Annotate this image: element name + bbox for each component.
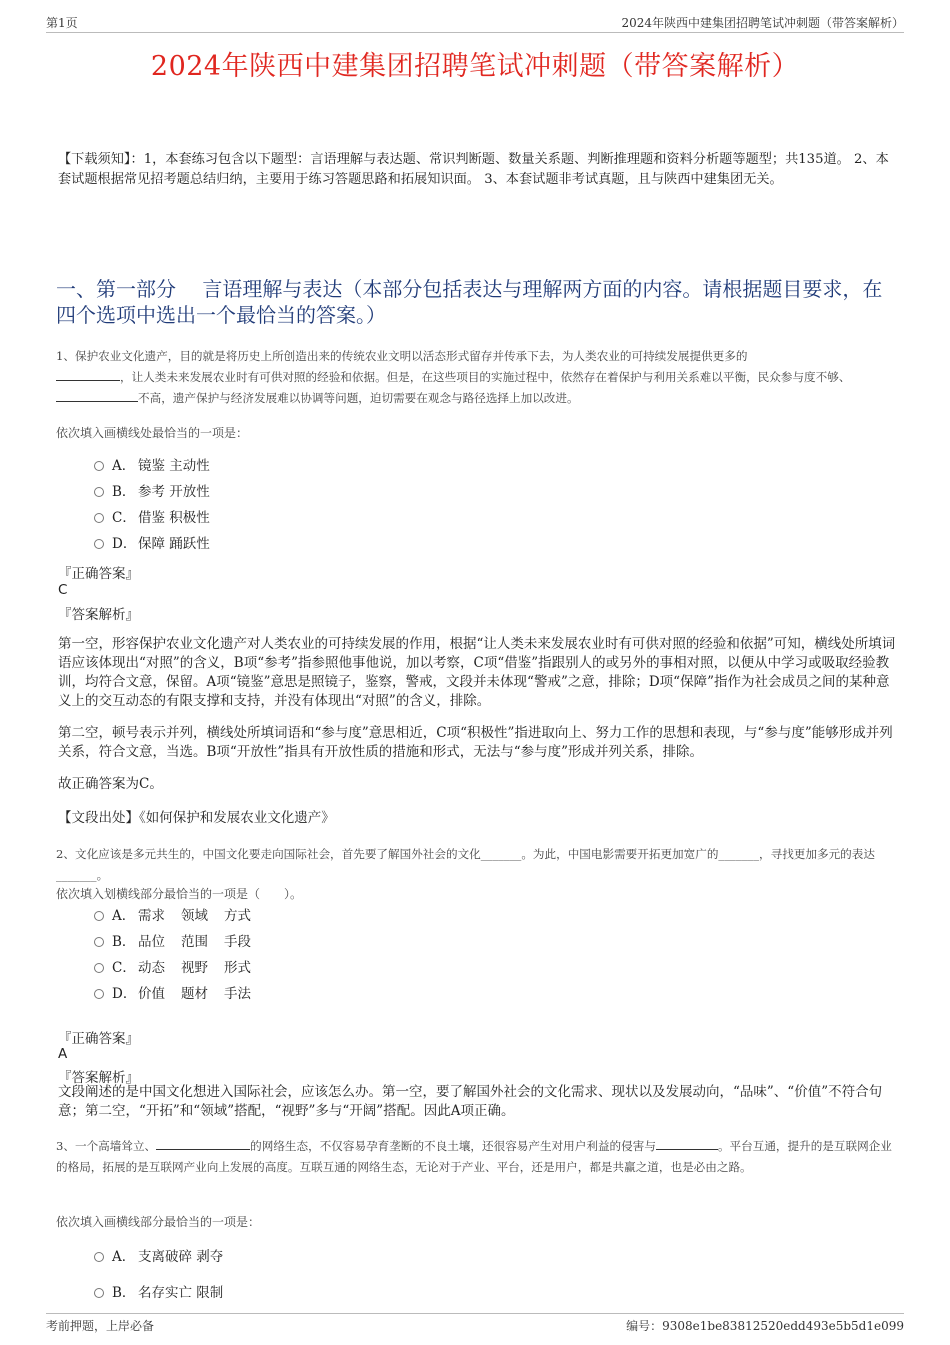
q2-answer: A bbox=[58, 1046, 68, 1062]
q2-correct-answer-label: 『正确答案』 bbox=[58, 1031, 139, 1047]
q3-options bbox=[94, 1244, 223, 1306]
section-heading: 一、第一部分 言语理解与表达（本部分包括表达与理解两方面的内容。请根据题目要求，在四个选项中选出一个最恰当的答案。） bbox=[56, 277, 883, 327]
q2-instruction: 依次填入划横线部分最恰当的一项是（ ）。 bbox=[56, 887, 303, 901]
q2-option-c[interactable]: C． 动态 视野 形式 bbox=[94, 955, 251, 981]
q1-analysis-para-1: 第一空，形容保护农业文化遗产对人类农业的可持续发展的作用，根据“让人类未来发展农业时有可供对照的经验和依据”可知，横线处所填词语应该体现出“对照”的含义，B项“参考”指参照他事他说，加以考察，C项“借鉴”指跟别人的或另外的事相对照，以便从中学习或吸取经验教训，均符合文意，保留。A项“镜鉴”意思是照镜子，鉴察，警戒，文段并未体现“警戒”之意，排除；D项“保障”指作为社会成员之间的某种意义上的交互动态的有限支撑和支持，并没有体现出“对照”的含义，排除。 bbox=[58, 636, 896, 709]
q1-blank-1 bbox=[56, 367, 120, 381]
radio-icon[interactable] bbox=[94, 963, 104, 973]
question-1-stem bbox=[56, 346, 902, 409]
q2-option-b[interactable]: B． 品位 范围 手段 bbox=[94, 929, 251, 955]
radio-icon[interactable] bbox=[94, 911, 104, 921]
radio-icon[interactable] bbox=[94, 513, 104, 523]
q3-blank-1 bbox=[156, 1136, 250, 1150]
q1-answer: C bbox=[58, 582, 68, 598]
footer-code: 编号：9308e1be83812520edd493e5b5d1e099 bbox=[626, 1319, 904, 1333]
q1-source: 【文段出处】《如何保护和发展农业文化遗产》 bbox=[58, 810, 335, 826]
question-3-stem bbox=[56, 1136, 902, 1178]
question-2-stem: 2、文化应该是多元共生的，中国文化要走向国际社会，首先要了解国外社会的文化_______。为此，中国电影需要开拓更加宽广的_______，寻找更加多元的表达_______。 bbox=[56, 847, 875, 882]
q3-option-a[interactable]: A． 支离破碎 剥夺 bbox=[94, 1244, 223, 1280]
footer-slogan: 考前押题，上岸必备 bbox=[46, 1319, 155, 1333]
document-title: 2024年陕西中建集团招聘笔试冲刺题（带答案解析） bbox=[150, 51, 800, 82]
q1-analysis-para-3: 故正确答案为C。 bbox=[58, 776, 163, 792]
header-doc-title: 2024年陕西中建集团招聘笔试冲刺题（带答案解析） bbox=[621, 16, 904, 30]
q1-option-a[interactable]: A． 镜鉴 主动性 bbox=[94, 453, 210, 479]
q1-instruction: 依次填入画横线处最恰当的一项是： bbox=[56, 426, 249, 440]
page-footer bbox=[46, 1313, 904, 1334]
q1-option-b[interactable]: B． 参考 开放性 bbox=[94, 479, 210, 505]
page-header bbox=[46, 14, 904, 33]
q2-options bbox=[94, 903, 251, 1007]
q2-analysis-label: 『答案解析』 bbox=[58, 1070, 139, 1086]
radio-icon[interactable] bbox=[94, 989, 104, 999]
q1-blank-2 bbox=[56, 388, 138, 402]
q3-text-part2: 的网络生态，不仅容易孕育垄断的不良土壤，还很容易产生对用户利益的侵害与 bbox=[250, 1139, 656, 1153]
q2-option-a[interactable]: A． 需求 领域 方式 bbox=[94, 903, 251, 929]
q1-text-part1: 1、保护农业文化遗产，目的就是将历史上所创造出来的传统农业文明以活态形式留存并传承下去，为人类农业的可持续发展提供更多的 bbox=[56, 349, 748, 363]
q2-option-d[interactable]: D． 价值 题材 手法 bbox=[94, 981, 251, 1007]
q3-option-b[interactable]: B． 名存实亡 限制 bbox=[94, 1280, 223, 1306]
q3-instruction: 依次填入画横线部分最恰当的一项是： bbox=[56, 1215, 261, 1229]
radio-icon[interactable] bbox=[94, 487, 104, 497]
radio-icon[interactable] bbox=[94, 937, 104, 947]
q1-text-part2: ，让人类未来发展农业时有可供对照的经验和依据。但是，在这些项目的实施过程中，依然存在着保护与利用关系难以平衡，民众参与度不够、 bbox=[120, 370, 851, 384]
q1-correct-answer-label: 『正确答案』 bbox=[58, 566, 139, 582]
radio-icon[interactable] bbox=[94, 461, 104, 471]
q1-analysis-para-2: 第二空，顿号表示并列，横线处所填词语和“参与度”意思相近，C项“积极性”指进取向上、努力工作的思想和表现，与“参与度”能够形成并列关系，符合文意，当选。B项“开放性”指具有开放性质的措施和形式，无法与“参与度”形成并列关系，排除。 bbox=[58, 725, 893, 760]
q3-text-part3: 。平台互通，提升的是互联网企业的格局，拓展的是互联网产业向上发展的高度。互联互通的网络生态，无论对于产业、平台，还是用户，都是共赢之道，也是必由之路。 bbox=[56, 1139, 892, 1174]
radio-icon[interactable] bbox=[94, 1288, 104, 1298]
q1-analysis-label: 『答案解析』 bbox=[58, 607, 139, 623]
q1-option-c[interactable]: C． 借鉴 积极性 bbox=[94, 505, 210, 531]
page-number: 第1页 bbox=[46, 16, 78, 30]
q3-text-part1: 3、一个高墙耸立、 bbox=[56, 1139, 157, 1153]
q1-option-d[interactable]: D． 保障 踊跃性 bbox=[94, 531, 210, 557]
q1-text-part3: 不高，遗产保护与经济发展难以协调等问题，迫切需要在观念与路径选择上加以改进。 bbox=[138, 391, 579, 405]
q3-blank-2 bbox=[656, 1136, 718, 1150]
download-notice: 【下载须知】：1，本套练习包含以下题型：言语理解与表达题、常识判断题、数量关系题、判断推理题和资料分析题等题型；共135道。 2、本套试题根据常见招考题总结归纳，主要用于练习答题思路和拓展知识面。 3、本套试题非考试真题，且与陕西中建集团无关。 bbox=[58, 152, 889, 187]
q1-options bbox=[94, 453, 210, 557]
q2-analysis: 文段阐述的是中国文化想进入国际社会，应该怎么办。第一空，要了解国外社会的文化需求、现状以及发展动向，“品味”、“价值”不符合句意；第二空，“开拓”和“领域”搭配，“视野”多与“开阔”搭配。因此A项正确。 bbox=[58, 1084, 883, 1119]
radio-icon[interactable] bbox=[94, 1252, 104, 1262]
radio-icon[interactable] bbox=[94, 539, 104, 549]
